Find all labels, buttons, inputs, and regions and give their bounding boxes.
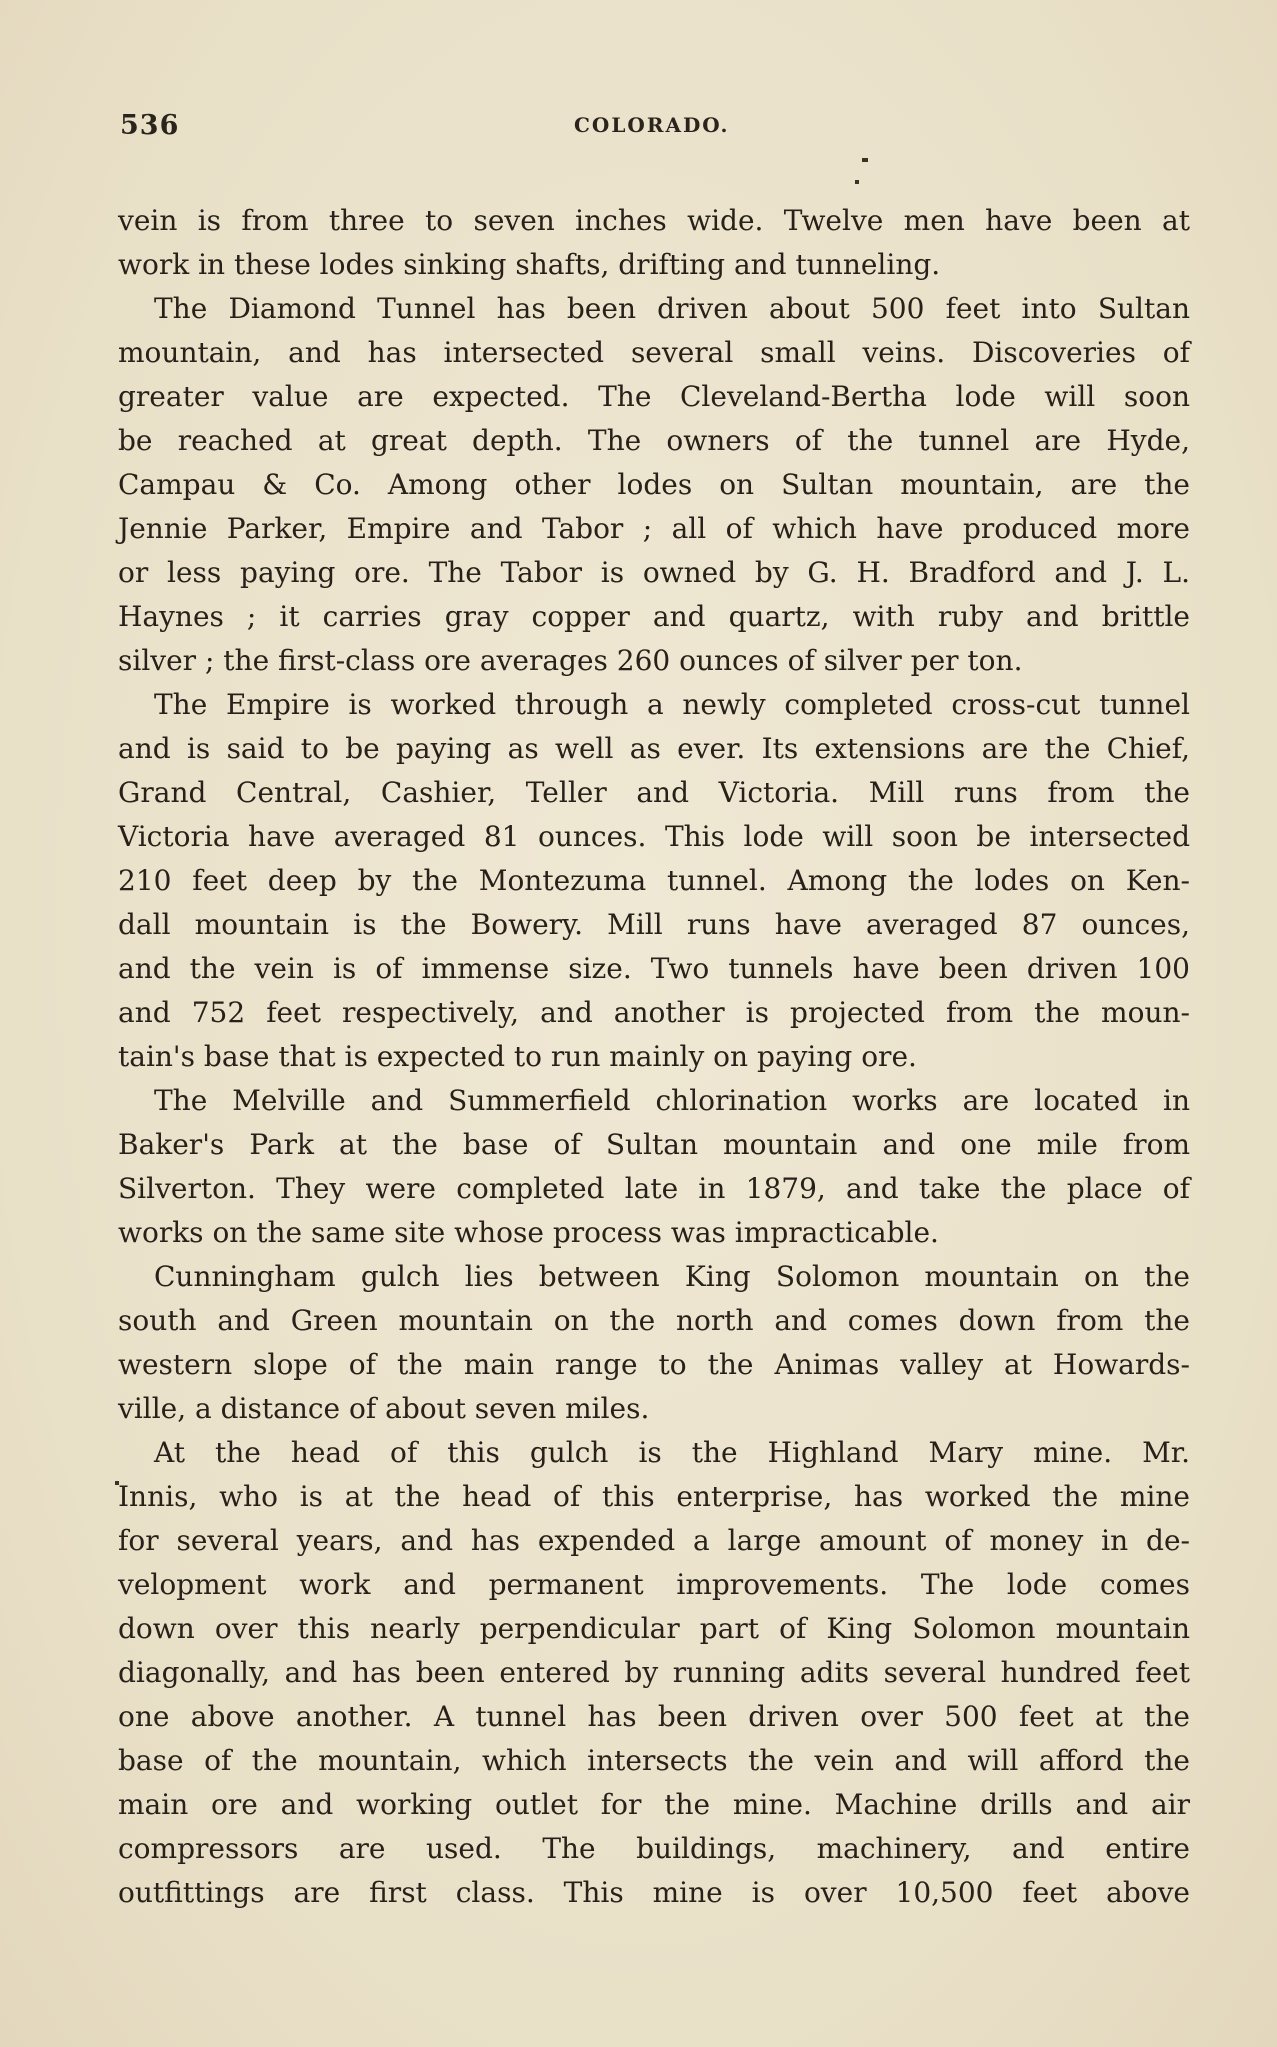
printer-mark — [855, 180, 859, 184]
text-line: At the head of this gulch is the Highland Mary mine. Mr. — [154, 1436, 1190, 1469]
text-line: Innis, who is at the head of this enterprise, has worked the mine — [118, 1480, 1190, 1513]
text-line: 210 feet deep by the Montezuma tunnel. Among the lodes on Ken- — [118, 864, 1190, 897]
text-line: Victoria have averaged 81 ounces. This lode will soon be intersected — [118, 820, 1190, 853]
text-line: Baker's Park at the base of Sultan mountain and one mile from — [118, 1128, 1190, 1161]
printer-mark — [862, 158, 868, 162]
text-line: and 752 feet respectively, and another is projected from the moun- — [118, 996, 1190, 1029]
text-line: one above another. A tunnel has been driven over 500 feet at the — [118, 1700, 1190, 1733]
text-line: Haynes ; it carries gray copper and quartz, with ruby and brittle — [118, 600, 1190, 633]
running-head: COLORADO. — [574, 113, 730, 137]
text-line: silver ; the first-class ore averages 260 ounces of silver per ton. — [118, 644, 1023, 677]
text-line: mountain, and has intersected several small veins. Discoveries of — [118, 336, 1190, 369]
text-line: outfittings are first class. This mine is over 10,500 feet above — [118, 1876, 1190, 1909]
text-line: Jennie Parker, Empire and Tabor ; all of which have produced more — [118, 512, 1190, 545]
text-line: down over this nearly perpendicular part of King Solomon mountain — [118, 1612, 1190, 1645]
text-line: The Empire is worked through a newly completed cross-cut tunnel — [154, 688, 1190, 721]
text-line: Silverton. They were completed late in 1879, and take the place of — [118, 1172, 1190, 1205]
text-line: Cunningham gulch lies between King Solomon mountain on the — [154, 1260, 1190, 1293]
text-line: south and Green mountain on the north and comes down from the — [118, 1304, 1190, 1337]
text-line: works on the same site whose process was impracticable. — [118, 1216, 939, 1249]
text-line: Grand Central, Cashier, Teller and Victoria. Mill runs from the — [118, 776, 1190, 809]
text-line: base of the mountain, which intersects the vein and will afford the — [118, 1744, 1190, 1777]
text-line: dall mountain is the Bowery. Mill runs have averaged 87 ounces, — [118, 908, 1190, 941]
text-line: be reached at great depth. The owners of the tunnel are Hyde, — [118, 424, 1190, 457]
text-line: main ore and working outlet for the mine. Machine drills and air — [118, 1788, 1190, 1821]
text-line: work in these lodes sinking shafts, drifting and tunneling. — [118, 248, 941, 281]
text-line: vein is from three to seven inches wide. Twelve men have been at — [118, 204, 1190, 237]
text-line: ville, a distance of about seven miles. — [118, 1392, 650, 1425]
text-line: for several years, and has expended a large amount of money in de- — [118, 1524, 1190, 1557]
text-line: velopment work and permanent improvements. The lode comes — [118, 1568, 1190, 1601]
text-line: compressors are used. The buildings, machinery, and entire — [118, 1832, 1190, 1865]
text-line: Campau & Co. Among other lodes on Sultan mountain, are the — [118, 468, 1190, 501]
body-text — [118, 199, 1190, 1915]
text-line: and the vein is of immense size. Two tunnels have been driven 100 — [118, 952, 1190, 985]
text-line: The Diamond Tunnel has been driven about 500 feet into Sultan — [154, 292, 1190, 325]
text-line: and is said to be paying as well as ever. Its extensions are the Chief, — [118, 732, 1190, 765]
text-line: or less paying ore. The Tabor is owned by G. H. Bradford and J. L. — [118, 556, 1190, 589]
text-line: greater value are expected. The Cleveland-Bertha lode will soon — [118, 380, 1190, 413]
page-number: 536 — [120, 110, 180, 141]
page-header — [120, 110, 1188, 150]
text-line: diagonally, and has been entered by running adits several hundred feet — [118, 1656, 1190, 1689]
text-line: western slope of the main range to the Animas valley at Howards- — [118, 1348, 1190, 1381]
text-line: The Melville and Summerfield chlorination works are located in — [154, 1084, 1190, 1117]
text-line: tain's base that is expected to run mainly on paying ore. — [118, 1040, 917, 1073]
